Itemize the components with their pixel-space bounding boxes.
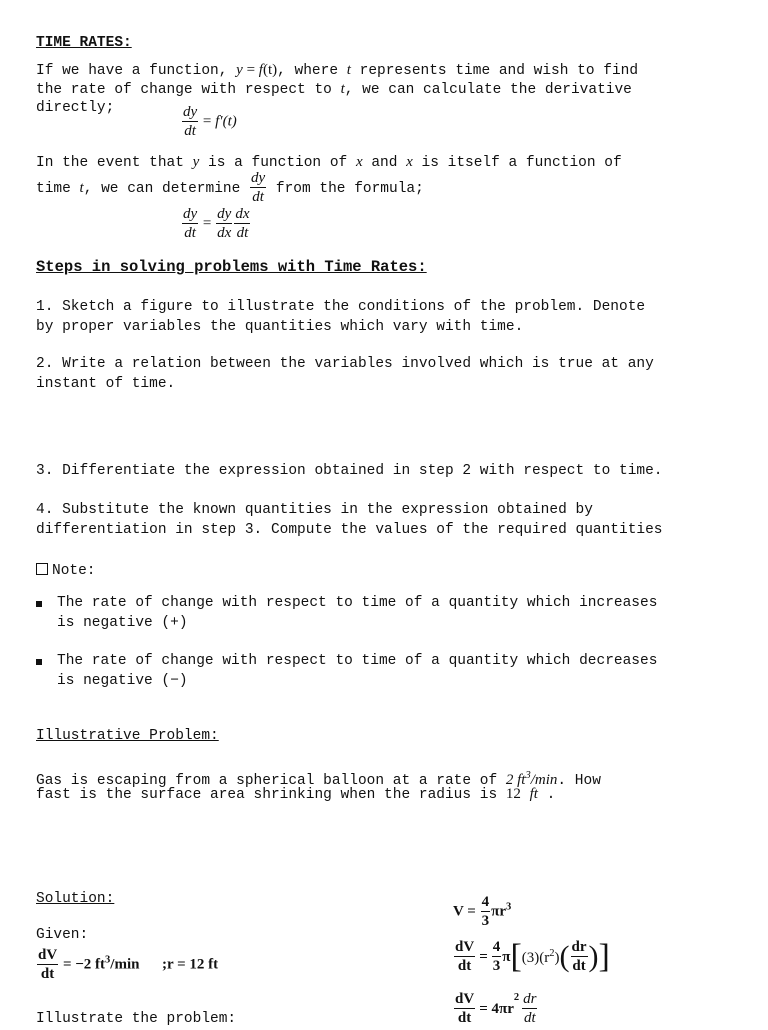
bullet-icon	[36, 601, 42, 607]
steps-heading: Steps in solving problems with Time Rates:	[36, 258, 427, 276]
note-bullet-2: The rate of change with respect to time of a quantity which decreases is negative (−)	[57, 653, 658, 689]
problem-line-2: fast is the surface area shrinking when the radius is 12 ft .	[36, 786, 556, 803]
problem-line-1: Gas is escaping from a spherical balloon at a rate of 2 $ft^3/\min$. How	[36, 770, 601, 789]
chain-line-1: In the event that y is a function of x and x is itself a function of	[36, 154, 622, 171]
step-2: 2. Write a relation between the variables involved which is true at any instant of time.	[36, 356, 654, 392]
step-1: 1. Sketch a figure to illustrate the conditions of the problem. Denote by proper variables the quantities which vary with time.	[36, 299, 646, 335]
volume-derivative: $\frac{dV}{dt}$ = $\frac{4}{3}$ π [ $(3)(r^2)$ ( $\frac{dr}{dt}$ ) ]	[455, 938, 610, 975]
solution-heading: Solution:	[36, 891, 115, 907]
volume-derivative-simplified: $\frac{dV}{dt}$ = 4πr $^2$ $\frac{dr}{dt}$	[455, 991, 537, 1026]
intro-line-1: If we have a function, y = f(t), where t represents time and wish to find	[36, 62, 639, 79]
step-4: 4. Substitute the known quantities in the expression obtained by differentiation in step 3. Compute the values of the required quantities	[36, 502, 663, 538]
intro-line-2: the rate of change with respect to t, we can calculate the derivative	[36, 81, 632, 98]
page-title: TIME RATES:	[36, 35, 132, 51]
illustrate-label: Illustrate the problem:	[36, 1011, 237, 1027]
checkbox-icon	[36, 563, 48, 575]
illustrative-heading: Illustrative Problem:	[36, 728, 219, 744]
chain-line-2: time t, we can determine $\frac{dy}{dt}$ from the formula;	[36, 170, 424, 205]
note-label: Note:	[36, 562, 96, 582]
given-label: Given:	[36, 927, 89, 943]
bullet-icon	[36, 659, 42, 665]
chain-rule-formula: $\frac{dy}{dt}$ = $\frac{dy}{dx}$ $\frac{dx}{dt}$	[183, 206, 250, 241]
volume-equation: V = $\frac{4}{3}$ $\pi r^3$	[453, 894, 512, 929]
note-bullet-1: The rate of change with respect to time of a quantity which increases is negative (+)	[57, 595, 658, 631]
intro-line-3: directly;	[36, 100, 115, 116]
given-values: $\frac{dV}{dt}$ = −2 $ft^3/\min$ ;r = 12 ft	[38, 947, 219, 982]
step-3: 3. Differentiate the expression obtained in step 2 with respect to time.	[36, 463, 663, 479]
derivative-formula: $\frac{dy}{dt}$ = f′(t)	[183, 104, 237, 139]
